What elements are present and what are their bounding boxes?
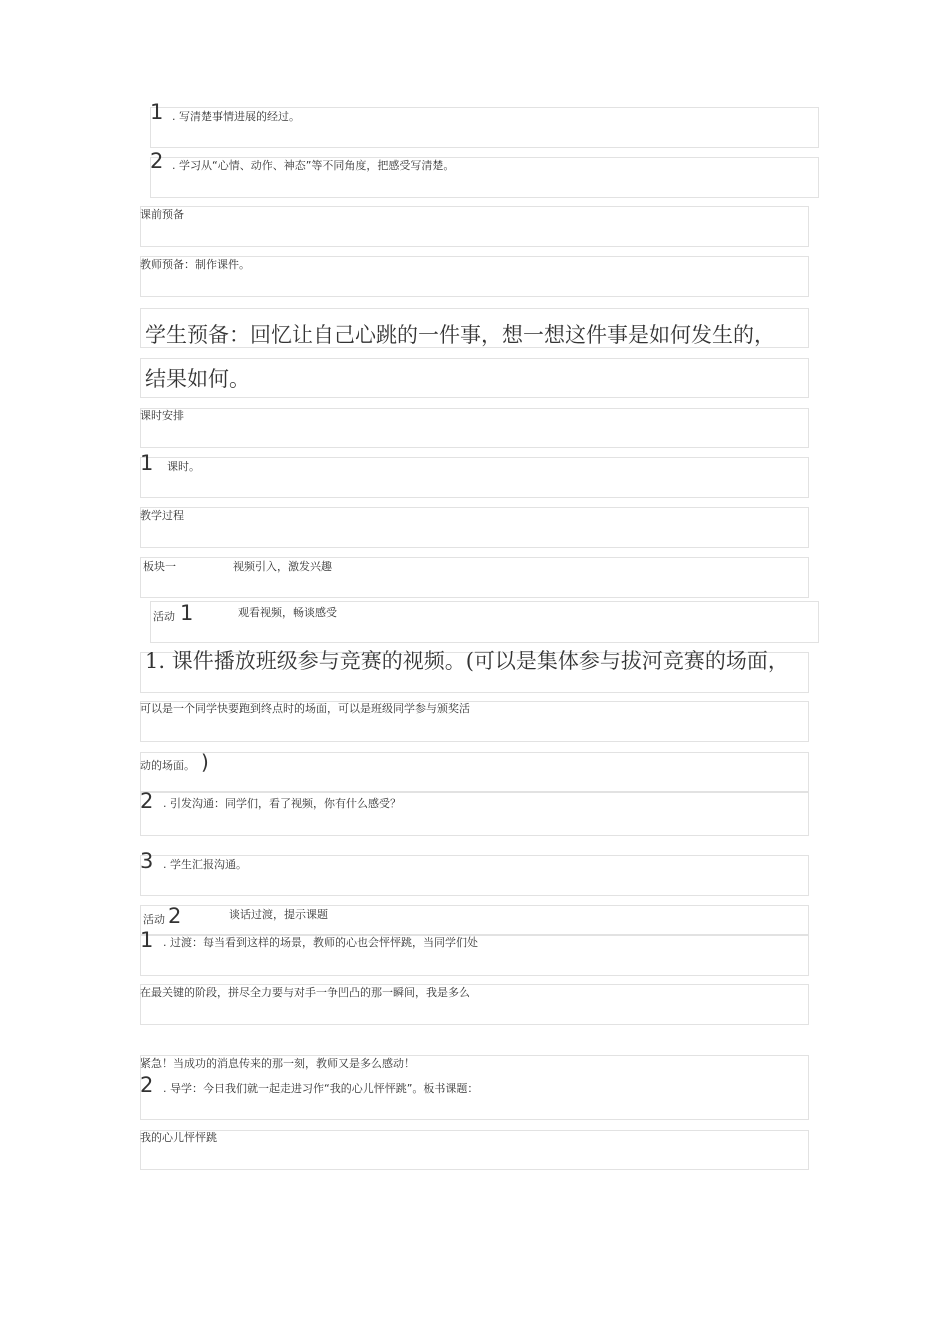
activity-1-item-1-line-2: 可以是一个同学快要跑到终点时的场面，可以是班级同学参与颁奖活 [140, 702, 470, 715]
activity-1-number: 1 [180, 601, 194, 625]
activity-1-label: 活动 [153, 610, 175, 623]
schedule-number: 1 [140, 451, 154, 475]
activity-2-item-2-text: . 导学：今日我们就一起走进习作“我的心儿怦怦跳”。板书课题： [163, 1082, 479, 1095]
block-one-label: 板块一 [143, 560, 176, 573]
goal-2-text: . 学习从“心情、动作、神态”等不同角度，把感受写清楚。 [172, 159, 455, 172]
activity-1-item-1-paren: ) [201, 750, 209, 774]
goal-1-text: . 写清楚事情进展的经过。 [172, 110, 300, 123]
student-prep-line-2: 结果如何。 [145, 367, 250, 391]
process-heading: 教学过程 [140, 509, 184, 522]
activity-2-item-1-line-3: 紧急！当成功的消息传来的那一刻，教师又是多么感动！ [140, 1057, 415, 1070]
schedule-box [140, 457, 809, 498]
activity-2-title: 谈话过渡，提示课题 [229, 908, 328, 921]
activity-1-item-1-line-1: 1. 课件播放班级参与竞赛的视频。(可以是集体参与拔河竞赛的场面， [145, 649, 789, 673]
activity-2-item-1-line-1: . 过渡：每当看到这样的场景，教师的心也会怦怦跳，当同学们处 [163, 936, 478, 949]
schedule-text: 课时。 [167, 460, 200, 473]
activity-2-item-2-number: 2 [140, 1073, 154, 1097]
teacher-prep: 教师预备：制作课件。 [140, 258, 250, 271]
activity-1-item-1-line-3: 动的场面。 [140, 759, 195, 772]
schedule-heading-box [140, 408, 809, 448]
goal-2-number: 2 [150, 149, 164, 173]
prep-heading-box [140, 206, 809, 247]
goal-1-number: 1 [150, 100, 164, 124]
activity-1-item-3-number: 3 [140, 849, 154, 873]
activity-2-item-1-number: 1 [140, 928, 154, 952]
activity-2-number: 2 [168, 904, 182, 928]
activity-2-label: 活动 [143, 913, 165, 926]
board-title-box [140, 1130, 809, 1170]
schedule-heading: 课时安排 [140, 409, 184, 422]
process-heading-box [140, 507, 809, 548]
board-title: 我的心儿怦怦跳 [140, 1131, 217, 1144]
block-one-title: 视频引入，激发兴趣 [233, 560, 332, 573]
activity-2-item-1-line-2: 在最关键的阶段，拼尽全力要与对手一争凹凸的那一瞬间，我是多么 [140, 986, 470, 999]
prep-heading: 课前预备 [140, 208, 184, 221]
student-prep-line-1: 学生预备：回忆让自己心跳的一件事，想一想这件事是如何发生的， [145, 323, 775, 347]
activity-1-item-2-text: . 引发沟通：同学们，看了视频，你有什么感受？ [163, 797, 401, 810]
activity-1-item-3-text: . 学生汇报沟通。 [163, 858, 247, 871]
item-1-box-3 [140, 752, 809, 792]
activity-1-item-2-number: 2 [140, 789, 154, 813]
activity-1-title: 观看视频，畅谈感受 [238, 606, 337, 619]
